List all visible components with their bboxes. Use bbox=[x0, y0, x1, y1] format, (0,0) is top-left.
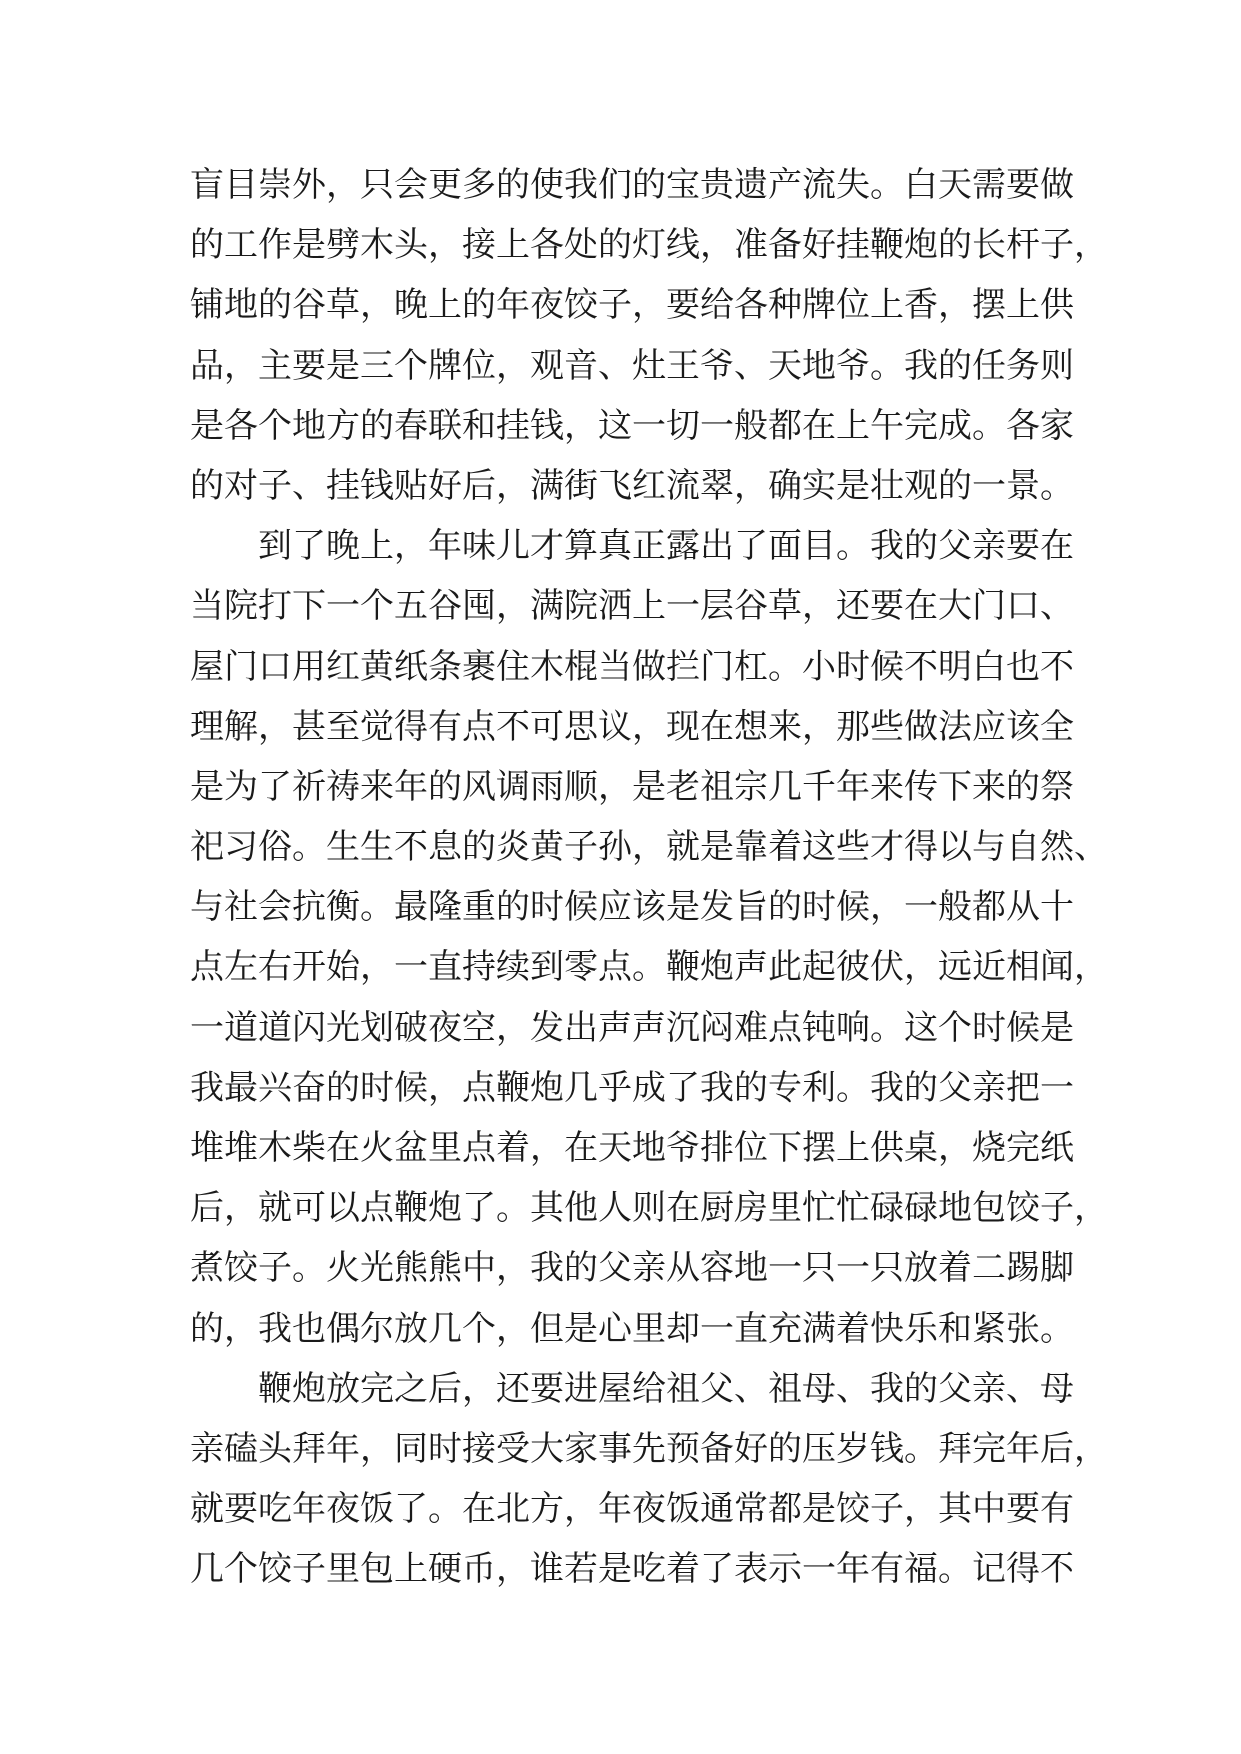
text-line: 是各个地方的春联和挂钱，这一切一般都在上午完成。各家 bbox=[190, 405, 1074, 446]
text-line: 后，就可以点鞭炮了。其他人则在厨房里忙忙碌碌地包饺子， bbox=[190, 1188, 1108, 1229]
text-line: 与社会抗衡。最隆重的时候应该是发旨的时候，一般都从十 bbox=[190, 887, 1074, 928]
text-line: 屋门口用红黄纸条裹住木棍当做拦门杠。小时候不明白也不 bbox=[190, 646, 1074, 687]
body-text bbox=[190, 155, 1108, 1600]
text-line: 是为了祈祷来年的风调雨顺，是老祖宗几千年来传下来的祭 bbox=[190, 766, 1074, 807]
text-line: 煮饺子。火光熊熊中，我的父亲从容地一只一只放着二踢脚 bbox=[190, 1248, 1074, 1289]
text-line: 理解，甚至觉得有点不可思议，现在想来，那些做法应该全 bbox=[190, 706, 1074, 747]
text-line: 当院打下一个五谷囤，满院洒上一层谷草，还要在大门口、 bbox=[190, 586, 1074, 627]
text-line: 几个饺子里包上硬币，谁若是吃着了表示一年有福。记得不 bbox=[190, 1549, 1074, 1590]
text-line: 铺地的谷草，晚上的年夜饺子，要给各种牌位上香，摆上供 bbox=[190, 285, 1074, 326]
text-line: 亲磕头拜年，同时接受大家事先预备好的压岁钱。拜完年后， bbox=[190, 1428, 1108, 1469]
text-line: 品，主要是三个牌位，观音、灶王爷、天地爷。我的任务则 bbox=[190, 345, 1074, 386]
text-line: 盲目崇外，只会更多的使我们的宝贵遗产流失。白天需要做 bbox=[190, 165, 1074, 205]
text-line: 我最兴奋的时候，点鞭炮几乎成了我的专利。我的父亲把一 bbox=[190, 1067, 1074, 1108]
text-line: 祀习俗。生生不息的炎黄子孙，就是靠着这些才得以与自然、 bbox=[190, 827, 1108, 868]
text-line: 一道道闪光划破夜空，发出声声沉闷难点钝响。这个时候是 bbox=[190, 1007, 1074, 1048]
text-line: 的对子、挂钱贴好后，满街飞红流翠，确实是壮观的一景。 bbox=[190, 465, 1074, 506]
text-line: 堆堆木柴在火盆里点着，在天地爷排位下摆上供桌，烧完纸 bbox=[190, 1128, 1074, 1168]
text-line: 点左右开始，一直持续到零点。鞭炮声此起彼伏，远近相闻， bbox=[190, 947, 1108, 988]
paragraph-start-line: 鞭炮放完之后，还要进屋给祖父、祖母、我的父亲、母 bbox=[190, 1368, 1074, 1409]
text-line: 就要吃年夜饭了。在北方，年夜饭通常都是饺子，其中要有 bbox=[190, 1489, 1074, 1530]
text-line: 的，我也偶尔放几个，但是心里却一直充满着快乐和紧张。 bbox=[190, 1308, 1074, 1349]
text-line: 的工作是劈木头，接上各处的灯线，准备好挂鞭炮的长杆子， bbox=[190, 225, 1108, 266]
paragraph-start-line: 到了晚上，年味儿才算真正露出了面目。我的父亲要在 bbox=[190, 526, 1074, 567]
